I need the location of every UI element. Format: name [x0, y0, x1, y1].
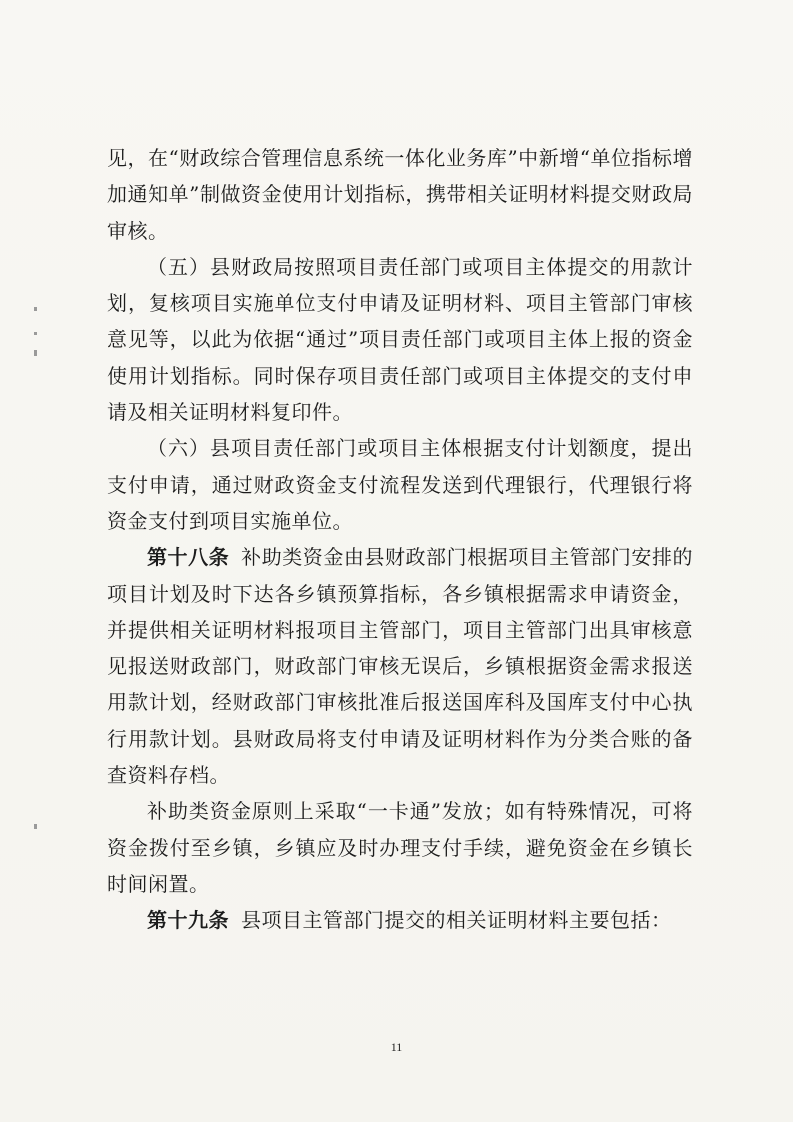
scan-margin-mark	[34, 350, 37, 356]
article-paragraph	[107, 902, 693, 938]
article-heading: 第十八条	[147, 545, 230, 570]
paragraph	[107, 140, 693, 249]
scan-margin-mark	[34, 307, 37, 311]
page-number: 11	[390, 1040, 403, 1054]
paragraph-text: 补助类资金由县财政部门根据项目主管部门安排的项目计划及时下达各乡镇预算指标，各乡镇根据需求申请资金，并提供相关证明材料报项目主管部门，项目主管部门出具审核意见报送财政部门，财政部门审核无误后，乡镇根据资金需求报送用款计划，经财政部门审核批准后报送国库科及国库支付中心执行用款计划。县财政局将支付申请及证明材料作为分类合账的备查资料存档。	[107, 545, 694, 788]
article-paragraph	[107, 539, 693, 793]
paragraph-text: 补助类资金原则上采取“一卡通”发放；如有特殊情况，可将资金拨付至乡镇，乡镇应及时办理支付手续，避免资金在乡镇长时间闲置。	[107, 799, 693, 896]
paragraph-text: （六）县项目责任部门或项目主体根据支付计划额度，提出支付申请，通过财政资金支付流程发送到代理银行，代理银行将资金支付到项目实施单位。	[107, 436, 693, 533]
scan-margin-mark	[34, 824, 37, 829]
paragraph	[107, 793, 693, 902]
paragraph	[107, 249, 693, 430]
paragraph-text: （五）县财政局按照项目责任部门或项目主体提交的用款计划，复核项目实施单位支付申请及证明材料、项目主管部门审核意见等，以此为依据“通过”项目责任部门或项目主体上报的资金使用计划指标。同时保存项目责任部门或项目主体提交的支付申请及相关证明材料复印件。	[107, 254, 693, 425]
article-heading: 第十九条	[147, 908, 229, 933]
body-text	[107, 140, 693, 939]
scan-margin-mark	[34, 332, 37, 335]
paragraph	[107, 430, 693, 539]
paragraph-text: 见，在“财政综合管理信息系统一体化业务库”中新增“单位指标增加通知单”制做资金使用计划指标，携带相关证明材料提交财政局审核。	[107, 146, 693, 243]
paragraph-text: 县项目主管部门提交的相关证明材料主要包括：	[241, 908, 672, 933]
